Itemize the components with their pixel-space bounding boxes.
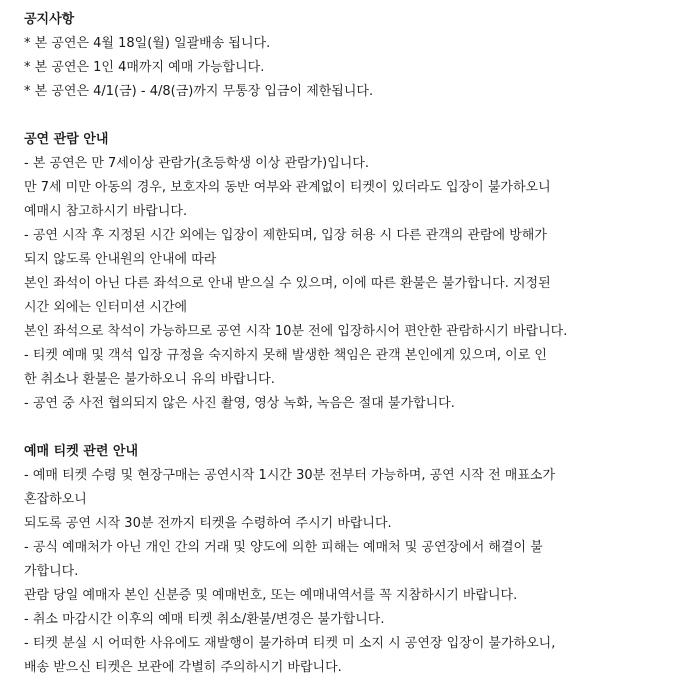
guide-line: 한 취소나 환불은 불가하오니 유의 바랍니다. bbox=[24, 372, 275, 387]
notice-line: * 본 공연은 1인 4매까지 예매 가능합니다. bbox=[24, 60, 265, 75]
guide-line: 본인 좌석으로 착석이 가능하므로 공연 시작 10분 전에 입장하시어 편안한 관람하시기 바랍니다. bbox=[24, 324, 568, 339]
section-viewing-guide bbox=[24, 128, 674, 416]
section-title: 예매 티켓 관련 안내 bbox=[24, 444, 139, 459]
guide-line: 예매시 참고하시기 바랍니다. bbox=[24, 204, 188, 219]
ticket-line: 배송 받으신 티켓은 보관에 각별히 주의하시기 바랍니다. bbox=[24, 660, 342, 675]
section-spacer bbox=[24, 104, 674, 128]
guide-line: 시간 외에는 인터미션 시간에 bbox=[24, 300, 188, 315]
guide-line: 본인 좌석이 아닌 다른 좌석으로 안내 받으실 수 있으며, 이에 따른 환불은 불가합니다. 지정된 bbox=[24, 276, 551, 291]
guide-line: 되지 않도록 안내원의 안내에 따라 bbox=[24, 252, 217, 267]
notice-document bbox=[24, 8, 674, 680]
guide-line: - 공연 중 사전 협의되지 않은 사진 촬영, 영상 녹화, 녹음은 절대 불가합니다. bbox=[24, 396, 455, 411]
guide-line: - 티켓 예매 및 객석 입장 규정을 숙지하지 못해 발생한 책임은 관객 본인에게 있으며, 이로 인 bbox=[24, 348, 547, 363]
notice-line: * 본 공연은 4/1(금) - 4/8(금)까지 무통장 입금이 제한됩니다. bbox=[24, 84, 374, 99]
section-title: 공지사항 bbox=[24, 12, 75, 27]
ticket-line: - 취소 마감시간 이후의 예매 티켓 취소/환불/변경은 불가합니다. bbox=[24, 612, 385, 627]
guide-line: 만 7세 미만 아동의 경우, 보호자의 동반 여부와 관계없이 티켓이 있더라도 입장이 불가하오니 bbox=[24, 180, 551, 195]
guide-line: - 본 공연은 만 7세이상 관람가(초등학생 이상 관람가)입니다. bbox=[24, 156, 369, 171]
section-spacer bbox=[24, 416, 674, 440]
section-ticket-guide bbox=[24, 440, 674, 680]
guide-line: - 공연 시작 후 지정된 시간 외에는 입장이 제한되며, 입장 허용 시 다른 관객의 관람에 방해가 bbox=[24, 228, 547, 243]
ticket-line: - 티켓 분실 시 어떠한 사유에도 재발행이 불가하며 티켓 미 소지 시 공연장 입장이 불가하오니, bbox=[24, 636, 556, 651]
ticket-line: 가합니다. bbox=[24, 564, 79, 579]
ticket-line: - 예매 티켓 수령 및 현장구매는 공연시작 1시간 30분 전부터 가능하며, 공연 시작 전 매표소가 bbox=[24, 468, 556, 483]
ticket-line: - 공식 예매처가 아닌 개인 간의 거래 및 양도에 의한 피해는 예매처 및 공연장에서 해결이 불 bbox=[24, 540, 543, 555]
section-notice bbox=[24, 8, 674, 104]
ticket-line: 혼잡하오니 bbox=[24, 492, 87, 507]
ticket-line: 관람 당일 예매자 본인 신분증 및 예매번호, 또는 예매내역서를 꼭 지참하시기 바랍니다. bbox=[24, 588, 518, 603]
section-title: 공연 관람 안내 bbox=[24, 132, 109, 147]
notice-line: * 본 공연은 4월 18일(월) 일괄배송 됩니다. bbox=[24, 36, 271, 51]
ticket-line: 되도록 공연 시작 30분 전까지 티켓을 수령하여 주시기 바랍니다. bbox=[24, 516, 392, 531]
